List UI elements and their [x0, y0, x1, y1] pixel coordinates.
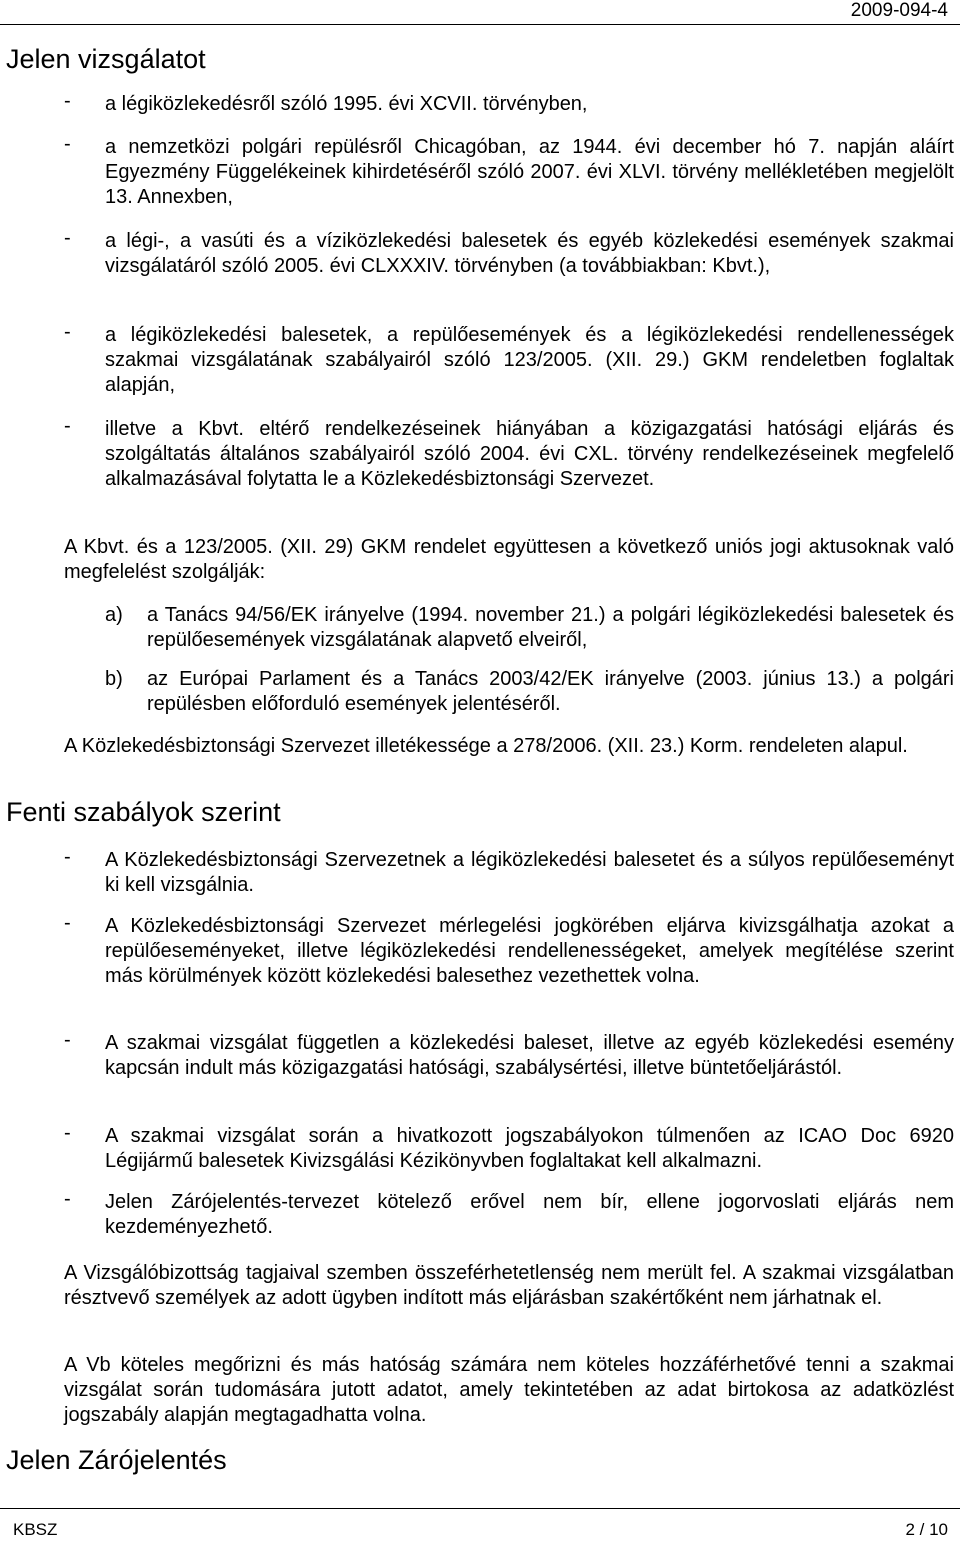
- list-dash: -: [64, 1188, 71, 1210]
- list-dash: -: [64, 90, 71, 112]
- list-dash: -: [64, 912, 71, 934]
- list-dash: -: [64, 1029, 71, 1051]
- list-dash: -: [64, 321, 71, 343]
- list-dash: -: [64, 1122, 71, 1144]
- list-dash: -: [64, 846, 71, 868]
- sub-item-text: az Európai Parlament és a Tanács 2003/42/EK irányelve (2003. június 13.) a polgári repülésben előforduló események jelentéséről.: [147, 668, 954, 715]
- header-rule: [0, 24, 960, 25]
- section-heading-rules: Fenti szabályok szerint: [6, 797, 281, 827]
- section-heading-report: Jelen Zárójelentés: [6, 1445, 227, 1475]
- page-number: 2 / 10: [905, 1520, 948, 1539]
- sub-item-label: a): [105, 604, 123, 626]
- section-heading-investigation: Jelen vizsgálatot: [6, 44, 206, 74]
- sub-item-text: a Tanács 94/56/EK irányelve (1994. november 21.) a polgári légiközlekedési balesetek és repülőesemények vizsgálatának alapvető elveiről,: [147, 604, 954, 651]
- list-item: Jelen Zárójelentés-tervezet kötelező erővel nem bír, ellene jogorvoslati eljárás nem kezdeményezhető.: [105, 1191, 954, 1238]
- footer-rule: [0, 1508, 960, 1509]
- list-item: A szakmai vizsgálat során a hivatkozott jogszabályokon túlmenően az ICAO Doc 6920 Légijármű balesetek Kivizsgálási Kézikönyvben foglaltakat kell alkalmazni.: [105, 1125, 954, 1172]
- list-item: a légiközlekedésről szóló 1995. évi XCVII. törvényben,: [105, 93, 588, 115]
- list-dash: -: [64, 415, 71, 437]
- list-item: A Közlekedésbiztonsági Szervezetnek a légiközlekedési balesetet és a súlyos repülőeseményt ki kell vizsgálnia.: [105, 849, 954, 896]
- sub-item-label: b): [105, 668, 123, 690]
- list-item: A Közlekedésbiztonsági Szervezet mérlegelési jogkörében eljárva kivizsgálhatja azokat a repülőeseményeket, illetve légiközlekedési rendellenességeket, amelyek megítélése szerint más körülmények között közlekedési balesethez vezethettek volna.: [105, 915, 954, 987]
- footer-org: KBSZ: [13, 1520, 58, 1539]
- paragraph: A Kbvt. és a 123/2005. (XII. 29) GKM rendelet együttesen a következő uniós jogi aktusoknak való megfelelést szolgálják:: [64, 536, 954, 583]
- paragraph: A Közlekedésbiztonsági Szervezet illetékessége a 278/2006. (XII. 23.) Korm. rendeleten alapul.: [64, 735, 908, 757]
- list-dash: -: [64, 227, 71, 249]
- document-id: 2009-094-4: [850, 0, 948, 21]
- list-item: A szakmai vizsgálat független a közlekedési baleset, illetve az egyéb közlekedési esemény kapcsán indult más közigazgatási hatósági, szabálysértési, illetve büntetőeljárástól.: [105, 1032, 954, 1079]
- paragraph: A Vizsgálóbizottság tagjaival szemben összeférhetetlenség nem merült fel. A szakmai vizsgálatban résztvevő személyek az adott ügyben indított más eljárásban szakértőként nem járhatnak el.: [64, 1262, 954, 1309]
- list-item: a légiközlekedési balesetek, a repülőesemények és a légiközlekedési rendellenességek szakmai vizsgálatának szabályairól szóló 123/2005. (XII. 29.) GKM rendeletben foglaltak alapján,: [105, 324, 954, 396]
- list-item: illetve a Kbvt. eltérő rendelkezéseinek hiányában a közigazgatási hatósági eljárás és szolgáltatás általános szabályairól szóló 2004. évi CXL. törvény rendelkezéseinek megfelelő alkalmazásával folytatta le a Közlekedésbiztonsági Szervezet.: [105, 418, 954, 490]
- list-item: a légi-, a vasúti és a víziközlekedési balesetek és egyéb közlekedési események szakmai vizsgálatáról szóló 2005. évi CLXXXIV. törvényben (a továbbiakban: Kbvt.),: [105, 230, 954, 277]
- paragraph: A Vb köteles megőrizni és más hatóság számára nem köteles hozzáférhetővé tenni a szakmai vizsgálat során tudomására jutott adatot, amely tekintetében az adat birtokosa az adatközlést jogszabály alapján megtagadhatta volna.: [64, 1354, 954, 1426]
- list-item: a nemzetközi polgári repülésről Chicagóban, az 1944. évi december hó 7. napján aláírt Egyezmény Függelékeinek kihirdetéséről szóló 2007. évi XLVI. törvény mellékletében megjelölt 13. Annexben,: [105, 136, 954, 208]
- list-dash: -: [64, 133, 71, 155]
